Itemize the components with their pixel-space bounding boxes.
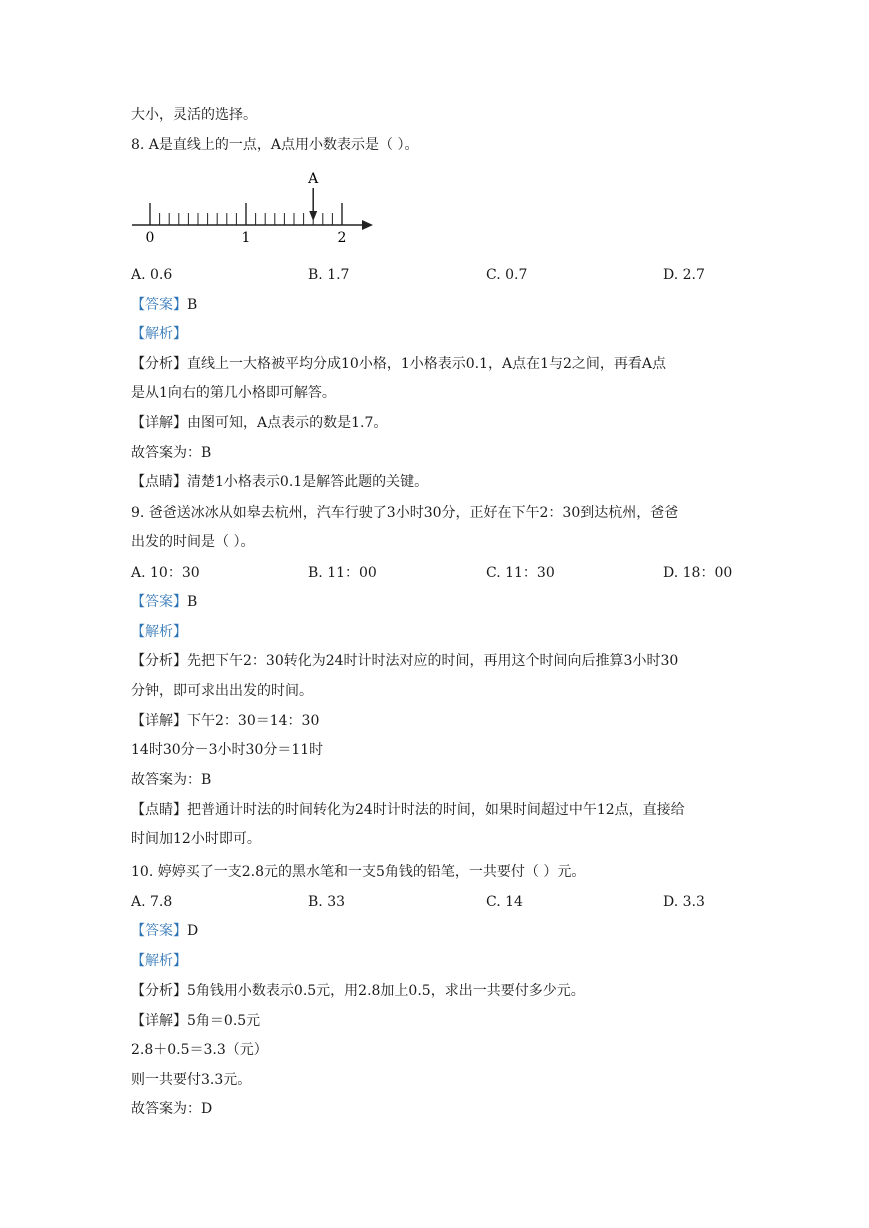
q8-explain-heading — [131, 325, 751, 343]
detail-tag: 【详解】 — [131, 1013, 187, 1029]
axis-arrow-head — [362, 220, 373, 230]
q10-question: 10. 婷婷买了一支2.8元的黑水笔和一支5角钱的铅笔，一共要付（ ）元。 — [131, 864, 586, 880]
q10-answer — [131, 922, 751, 940]
q10-answer-value: D — [187, 923, 199, 939]
q8-final: 故答案为：B — [131, 445, 212, 461]
q8-number-line-figure — [128, 166, 378, 248]
q10-option-d: D. 3.3 — [663, 894, 705, 910]
q9-final: 故答案为：B — [131, 772, 212, 788]
explain-tag: 【解析】 — [131, 953, 187, 969]
q10-explain-heading — [131, 952, 751, 970]
point-a-label: A — [308, 171, 319, 187]
q9-comment — [131, 801, 751, 819]
q8-comment-text: 清楚1小格表示0.1是解答此题的关键。 — [187, 474, 429, 490]
comment-tag: 【点睛】 — [131, 474, 187, 490]
q9-analysis-text-2: 分钟，即可求出出发的时间。 — [131, 683, 313, 699]
q9-options — [131, 564, 751, 582]
q10-option-c: C. 14 — [486, 894, 523, 910]
answer-tag: 【答案】 — [131, 923, 187, 939]
analysis-tag: 【分析】 — [131, 983, 187, 999]
q8-option-a: A. 0.6 — [131, 267, 173, 283]
q9-question-2: 出发的时间是（ ）。 — [131, 534, 255, 550]
q10-detail-text: 5角＝0.5元 — [187, 1013, 261, 1029]
q9-detail — [131, 712, 751, 730]
q8-detail — [131, 414, 751, 432]
q9-analysis — [131, 652, 751, 670]
q9-answer — [131, 593, 751, 611]
q8-answer-value: B — [187, 297, 198, 313]
q9-analysis-text-1: 先把下午2：30转化为24时计时法对应的时间，再用这个时间向后推算3小时30 — [187, 653, 679, 669]
q9-option-b: B. 11：00 — [308, 565, 377, 581]
q10-analysis-text: 5角钱用小数表示0.5元，用2.8加上0.5，求出一共要付多少元。 — [187, 983, 585, 999]
q9-question-1: 9. 爸爸送冰冰从如皋去杭州，汽车行驶了3小时30分，正好在下午2：30到达杭州，爸爸 — [131, 505, 679, 521]
q8-option-b: B. 1.7 — [308, 267, 350, 283]
q10-conclusion: 则一共要付3.3元。 — [131, 1072, 252, 1088]
analysis-tag: 【分析】 — [131, 356, 187, 372]
q8-analysis — [131, 355, 751, 373]
q10-final: 故答案为：D — [131, 1101, 213, 1117]
point-a-arrow-head — [309, 211, 317, 221]
analysis-tag: 【分析】 — [131, 653, 187, 669]
answer-tag: 【答案】 — [131, 594, 187, 610]
q8-option-c: C. 0.7 — [486, 267, 528, 283]
q8-comment — [131, 473, 751, 491]
q10-detail — [131, 1012, 751, 1030]
q10-calc: 2.8＋0.5＝3.3（元） — [131, 1042, 268, 1058]
detail-tag: 【详解】 — [131, 415, 187, 431]
q10-option-a: A. 7.8 — [131, 894, 173, 910]
explain-tag: 【解析】 — [131, 624, 187, 640]
answer-tag: 【答案】 — [131, 297, 187, 313]
q10-analysis — [131, 982, 751, 1000]
explain-tag: 【解析】 — [131, 326, 187, 342]
comment-tag: 【点睛】 — [131, 802, 187, 818]
q9-comment-text-1: 把普通计时法的时间转化为24时计时法的时间，如果时间超过中午12点，直接给 — [187, 802, 685, 818]
q9-calc: 14时30分－3小时30分＝11时 — [131, 742, 324, 758]
q8-analysis-text-1: 直线上一大格被平均分成10小格，1小格表示0.1，A点在1与2之间，再看A点 — [187, 356, 667, 372]
tick-label-1: 1 — [241, 230, 251, 246]
q8-answer — [131, 296, 751, 314]
q8-question: 8. A是直线上的一点，A点用小数表示是（ ）。 — [131, 137, 419, 153]
q8-options — [131, 266, 751, 284]
q9-option-c: C. 11：30 — [486, 565, 555, 581]
q9-detail-text: 下午2：30＝14：30 — [187, 713, 320, 729]
intro-tail: 大小，灵活的选择。 — [131, 107, 257, 123]
q9-explain-heading — [131, 623, 751, 641]
q9-option-a: A. 10：30 — [131, 565, 200, 581]
q10-options — [131, 893, 751, 911]
q10-option-b: B. 33 — [308, 894, 346, 910]
q8-option-d: D. 2.7 — [663, 267, 705, 283]
tick-label-2: 2 — [337, 230, 347, 246]
detail-tag: 【详解】 — [131, 713, 187, 729]
q8-detail-text: 由图可知，A点表示的数是1.7。 — [187, 415, 388, 431]
tick-label-0: 0 — [145, 230, 155, 246]
q9-comment-text-2: 时间加12小时即可。 — [131, 831, 261, 847]
q9-answer-value: B — [187, 594, 198, 610]
q8-analysis-text-2: 是从1向右的第几小格即可解答。 — [131, 385, 336, 401]
q9-option-d: D. 18：00 — [663, 565, 733, 581]
